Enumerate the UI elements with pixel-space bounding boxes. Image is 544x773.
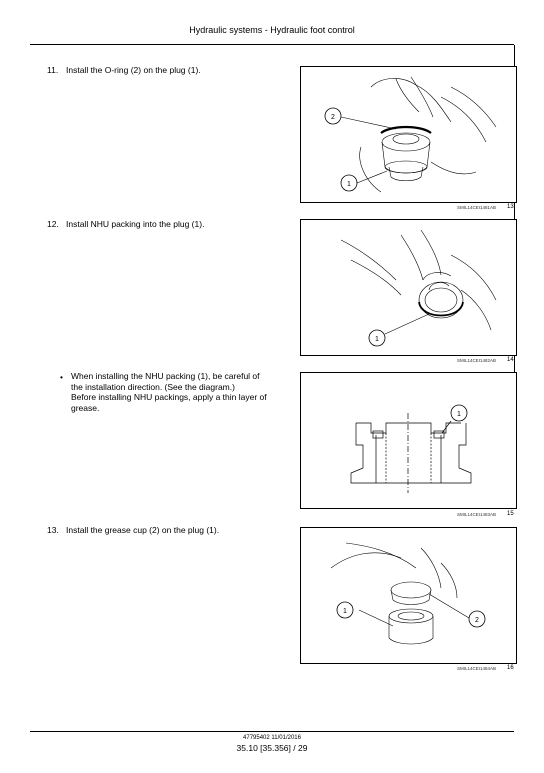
step-text: Install the O-ring (2) on the plug (1). xyxy=(66,65,201,75)
header-rule xyxy=(30,44,514,45)
footer-rule xyxy=(30,731,514,732)
note-line: When installing the NHU packing (1), be careful of xyxy=(71,371,260,381)
figure-13 xyxy=(300,66,517,203)
figure-number: 15 xyxy=(507,511,514,517)
callout-1: 1 xyxy=(343,608,347,615)
step-number: 12. xyxy=(47,219,59,229)
figure-number: 14 xyxy=(507,357,514,363)
callout-1: 1 xyxy=(375,336,379,343)
figure-16-illustration xyxy=(301,528,516,663)
figure-15-cross-section xyxy=(301,373,516,508)
footer-document-id: 47795402 11/01/2016 xyxy=(243,735,301,741)
note-line: grease. xyxy=(71,402,100,413)
page-header-title: Hydraulic systems - Hydraulic foot control xyxy=(189,25,355,35)
figure-ref: SMIL14CEI1484AB xyxy=(457,666,497,671)
note-line: the installation direction. (See the diagram.) xyxy=(71,381,235,392)
figure-number: 13 xyxy=(507,204,514,210)
note-line: Before installing NHU packings, apply a thin layer of xyxy=(71,392,267,402)
step-number: 11. xyxy=(47,65,59,75)
step-text: Install the grease cup (2) on the plug (1). xyxy=(66,525,220,535)
step-number: 13. xyxy=(47,525,59,535)
figure-15 xyxy=(300,372,517,509)
figure-ref: SMIL14CEI1483AB xyxy=(457,512,497,517)
figure-16 xyxy=(300,527,517,664)
figure-14 xyxy=(300,219,517,356)
callout-2: 2 xyxy=(331,114,335,121)
figure-13-illustration xyxy=(301,67,516,202)
callout-2: 2 xyxy=(475,617,479,624)
step-text: Install NHU packing into the plug (1). xyxy=(66,219,205,229)
figure-number: 16 xyxy=(507,665,514,671)
callout-1: 1 xyxy=(347,181,351,188)
figure-ref: SMIL14CEI1482AB xyxy=(457,358,497,363)
figure-14-illustration xyxy=(301,220,516,355)
figure-ref: SMIL14CEI1481AB xyxy=(457,205,497,210)
footer-page-number: 35.10 [35.356] / 29 xyxy=(236,743,308,753)
note-bullet: • xyxy=(60,372,63,382)
callout-1: 1 xyxy=(457,411,461,418)
installation-note xyxy=(71,371,296,413)
